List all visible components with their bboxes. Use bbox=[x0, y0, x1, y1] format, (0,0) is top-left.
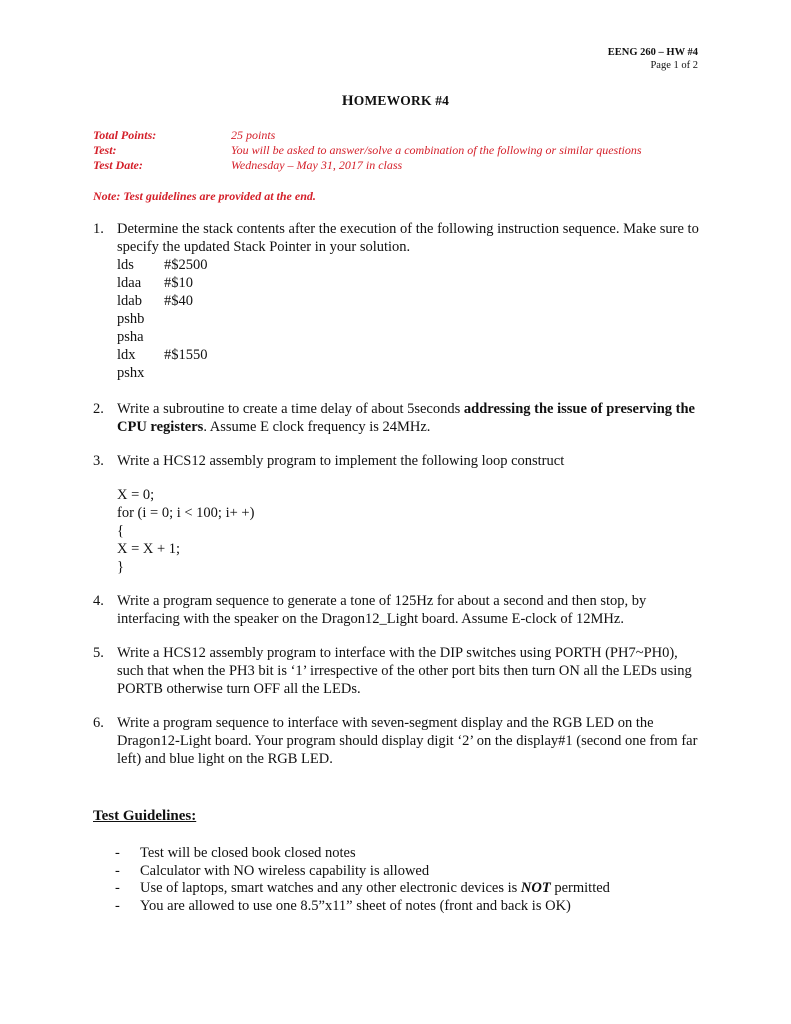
info-value: Wednesday – May 31, 2017 in class bbox=[231, 158, 403, 172]
list-item: - Calculator with NO wireless capability is allowed bbox=[115, 862, 430, 879]
info-row bbox=[93, 128, 642, 143]
question-list bbox=[93, 220, 703, 768]
info-value: You will be asked to answer/solve a combination of the following or similar questions bbox=[231, 143, 642, 157]
list-item: - You are allowed to use one 8.5”x11” sheet of notes (front and back is OK) bbox=[115, 897, 571, 914]
list-item: - Test will be closed book closed notes bbox=[115, 845, 356, 861]
info-value: 25 points bbox=[231, 128, 276, 142]
info-label: Total Points: bbox=[93, 128, 157, 142]
question-6: 6. Write a program sequence to interface with seven-segment display and the RGB LED on the Dragon12-Light board. Your program should display digit ‘2’ on the display#1 (second one from far left) and blue light on the RGB LED. bbox=[93, 715, 698, 767]
info-block bbox=[93, 128, 642, 173]
loop-code: X = 0; for (i = 0; i < 100; i+ +) { X = X + 1; } bbox=[117, 487, 255, 575]
question-2: 2. Write a subroutine to create a time delay of about 5seconds addressing the issue of preserving the CPU registers. Assume E clock frequency is 24MHz. bbox=[93, 401, 695, 435]
question-1: 1. Determine the stack contents after the execution of the following instruction sequence. Make sure to specify the updated Stack Pointer in your solution. bbox=[93, 221, 699, 255]
question-3: 3. Write a HCS12 assembly program to implement the following loop construct bbox=[93, 453, 565, 469]
page-title: HOMEWORK #4 bbox=[341, 93, 450, 109]
guidelines-heading: Test Guidelines: bbox=[93, 808, 197, 824]
page-header bbox=[608, 46, 698, 72]
info-label: Test Date: bbox=[93, 158, 143, 172]
guidelines-list bbox=[115, 845, 610, 915]
info-label: Test: bbox=[93, 143, 117, 157]
question-4: 4. Write a program sequence to generate a tone of 125Hz for about a second and then stop, by interfacing with the speaker on the Dragon12_Light board. Assume E-clock of 12MHz. bbox=[93, 593, 647, 627]
list-item: - Use of laptops, smart watches and any other electronic devices is NOT permitted bbox=[115, 880, 610, 896]
info-row bbox=[93, 143, 642, 158]
info-row bbox=[93, 158, 642, 173]
question-5: 5. Write a HCS12 assembly program to interface with the DIP switches using PORTH (PH7~PH0), such that when the PH3 bit is ‘1’ irrespective of the other port bits then turn ON all the LEDs using PORTB otherwise turn OFF all the LEDs. bbox=[93, 645, 692, 697]
note-text: Note: Test guidelines are provided at the end. bbox=[93, 189, 316, 203]
page-number: Page 1 of 2 bbox=[650, 60, 698, 71]
course-label: EENG 260 – HW #4 bbox=[607, 47, 698, 58]
code-block: lds #$2500 ldaa #$10 ldab #$40 pshb psha ldx #$1550 pshx bbox=[117, 257, 208, 381]
